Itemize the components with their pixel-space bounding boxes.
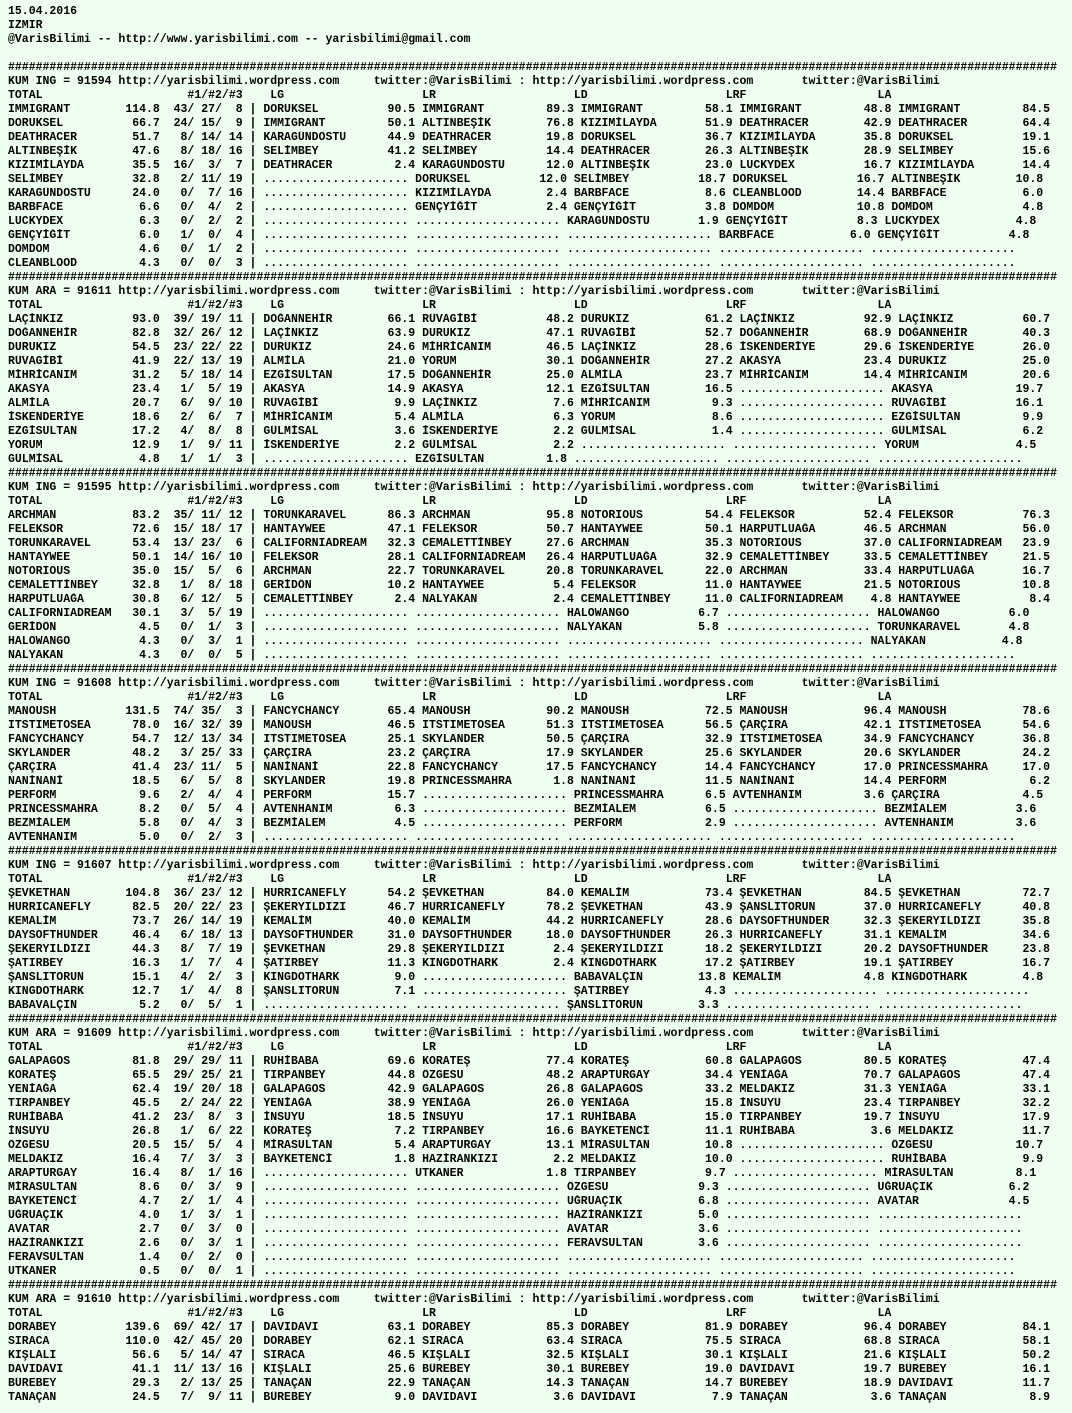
table-row: CEMALETTİNBEY 32.8 1/ 8/ 18 | GERİDÖN 10.2 HANTAYWEE 5.4 FELEKSOR 11.0 HANTAYWEE 21.5 NOTORIOUS 10.8: [8, 579, 1051, 592]
table-row: ŞEKERYILDIZI 44.3 8/ 7/ 19 | ŞEVKETHAN 29.8 ŞEKERYILDIZI 2.4 ŞEKERYILDIZI 18.2 ŞEKERYILDIZI 20.2 DAYSOFTHUNDER 23.8: [8, 943, 1051, 956]
table-row: CLEANBLOOD 4.3 0/ 0/ 3 | ..................... ..................... ..................... ..................... .....................: [8, 257, 1016, 270]
blank-line: [8, 47, 1072, 61]
table-row: DORABEY 139.6 69/ 42/ 17 | DAVIDAVI 63.1 DORABEY 85.3 DORABEY 81.9 DORABEY 96.4 DORABEY 84.1: [8, 1321, 1051, 1334]
column-header: TOTAL #1/#2/#3 LG LR LD LRF LA: [8, 89, 892, 102]
table-row: NALYAKAN 4.3 0/ 0/ 5 | ..................... ..................... ..................... ..................... .....................: [8, 649, 1016, 662]
race-title: KUM ARA = 91609 http://yarisbilimi.wordpress.com twitter:@VarisBilimi : http://yarisbilimi.wordpress.com twitter:@VarisBilimi: [8, 1027, 940, 1040]
table-row: LAÇİNKIZ 93.0 39/ 19/ 11 | DOĞANNEHİR 66.1 RÜVAGİBİ 48.2 DURUKIZ 61.2 LAÇİNKIZ 92.9 LAÇİNKIZ 60.7: [8, 313, 1051, 326]
table-row: ÇARÇIRA 41.4 23/ 11/ 5 | NANİNANİ 22.8 FANCYCHANCY 17.5 FANCYCHANCY 14.4 FANCYCHANCY 17.0 PRINCESSMAHRA 17.0: [8, 761, 1051, 774]
table-row: KIZIMİLAYDA 35.5 16/ 3/ 7 | DEATHRACER 2.4 KARAGÜNDOSTU 12.0 ALTINBEŞİK 23.0 LUCKYDEX 16.7 KIZIMİLAYDA 14.4: [8, 159, 1051, 172]
table-row: FELEKSOR 72.6 15/ 18/ 17 | HANTAYWEE 47.1 FELEKSOR 50.7 HANTAYWEE 50.1 HARPUTLUAĞA 46.5 ARCHMAN 56.0: [8, 523, 1051, 536]
race-title: KUM ING = 91608 http://yarisbilimi.wordpress.com twitter:@VarisBilimi : http://yarisbilimi.wordpress.com twitter:@VarisBilimi: [8, 677, 940, 690]
table-row: ARCHMAN 83.2 35/ 11/ 12 | TORUNKARAVEL 86.3 ARCHMAN 95.8 NOTORIOUS 54.4 FELEKSOR 52.4 FELEKSOR 76.3: [8, 509, 1051, 522]
table-row: UĞRUAÇIK 4.0 1/ 3/ 1 | ..................... ..................... HAZİRANKIZI 5.0 ..................... .....................: [8, 1209, 1023, 1222]
table-row: CALIFORNIADREAM 30.1 3/ 5/ 19 | ..................... ..................... HALOWANGO 6.7 ..................... HALOWANGO 6.0: [8, 607, 1030, 620]
separator-line: ########################################################################################################################################################: [8, 663, 1057, 676]
table-row: RUHİBABA 41.2 23/ 8/ 3 | İNSUYU 18.5 İNSUYU 17.1 RUHİBABA 15.0 TIRPANBEY 19.7 İNSUYU 17.9: [8, 1111, 1051, 1124]
table-row: DOĞANNEHİR 82.8 32/ 26/ 12 | LAÇİNKIZ 63.9 DURUKIZ 47.1 RÜVAGİBİ 52.7 DOĞANNEHİR 68.9 DOĞANNEHİR 40.3: [8, 327, 1051, 340]
table-row: NANİNANİ 18.5 6/ 5/ 8 | SKYLANDER 19.8 PRINCESSMAHRA 1.8 NANİNANİ 11.5 NANİNANİ 14.4 PERFORM 6.2: [8, 775, 1051, 788]
table-row: BEZMİALEM 5.8 0/ 4/ 3 | BEZMİALEM 4.5 ..................... PERFORM 2.9 ..................... AVTENHANIM 3.6: [8, 817, 1037, 830]
table-row: RÜVAGİBİ 41.9 22/ 13/ 19 | ALMİLA 21.0 YORUM 30.1 DOĞANNEHİR 27.2 AKASYA 23.4 DURUKIZ 25.0: [8, 355, 1051, 368]
table-row: ŞANSLITORUN 15.1 4/ 2/ 3 | KINGDOTHARK 9.0 ..................... BABAVALÇIN 13.8 KEMALİM 4.8 KINGDOTHARK 4.8: [8, 971, 1044, 984]
table-row: DURUKIZ 54.5 23/ 22/ 22 | DURUKIZ 24.6 MİHRİCANIM 46.5 LAÇİNKIZ 28.6 İSKENDERİYE 29.6 İSKENDERİYE 26.0: [8, 341, 1051, 354]
table-row: YORUM 12.9 1/ 9/ 11 | İSKENDERİYE 2.2 GÜLMİSAL 2.2 ..................... ..................... YORUM 4.5: [8, 439, 1037, 452]
table-row: İSKENDERİYE 18.6 2/ 6/ 7 | MİHRİCANIM 5.4 ALMİLA 6.3 YORUM 8.6 ..................... EZGİSULTAN 9.9: [8, 411, 1044, 424]
table-row: ALTINBEŞİK 47.6 8/ 18/ 16 | SELİMBEY 41.2 SELİMBEY 14.4 DEATHRACER 26.3 ALTINBEŞİK 28.9 SELİMBEY 15.6: [8, 145, 1051, 158]
table-row: SIRACA 110.0 42/ 45/ 20 | DORABEY 62.1 SIRACA 63.4 SIRACA 75.5 SIRACA 68.8 SIRACA 58.1: [8, 1335, 1051, 1348]
table-row: TORUNKARAVEL 53.4 13/ 23/ 6 | CALIFORNIADREAM 32.3 CEMALETTİNBEY 27.6 ARCHMAN 35.3 NOTORIOUS 37.0 CALIFORNIADREAM 23.9: [8, 537, 1051, 550]
report-contact: @VarisBilimi -- http://www.yarisbilimi.com -- yarisbilimi@gmail.com: [8, 33, 471, 46]
table-row: KORATEŞ 65.5 29/ 25/ 21 | TIRPANBEY 44.8 ÖZGESU 48.2 ARAPTURGAY 34.4 YENİAĞA 70.7 GALAPAGOS 47.4: [8, 1069, 1051, 1082]
table-row: HALOWANGO 4.3 0/ 3/ 1 | ..................... ..................... ..................... ..................... NALYAKAN 4.8: [8, 635, 1023, 648]
table-row: BAYKETENCİ 4.7 2/ 1/ 4 | ..................... ..................... UĞRUAÇIK 6.8 ..................... AVATAR 4.5: [8, 1195, 1030, 1208]
table-row: MİHRİCANIM 31.2 5/ 18/ 14 | EZGİSULTAN 17.5 DOĞANNEHİR 25.0 ALMİLA 23.7 MİHRİCANIM 14.4 MİHRİCANIM 20.6: [8, 369, 1051, 382]
table-row: YENİAĞA 62.4 19/ 20/ 18 | GALAPAGOS 42.9 GALAPAGOS 26.8 GALAPAGOS 33.2 MELDAKIZ 31.3 YENİAĞA 33.1: [8, 1083, 1051, 1096]
report-city: IZMIR: [8, 19, 43, 32]
column-header: TOTAL #1/#2/#3 LG LR LD LRF LA: [8, 299, 892, 312]
table-row: GALAPAGOS 81.8 29/ 29/ 11 | RUHİBABA 69.6 KORATEŞ 77.4 KORATEŞ 60.8 GALAPAGOS 80.5 KORATEŞ 47.4: [8, 1055, 1051, 1068]
table-row: AKASYA 23.4 1/ 5/ 19 | AKASYA 14.9 AKASYA 12.1 EZGİSULTAN 16.5 ..................... AKASYA 19.7: [8, 383, 1044, 396]
race-title: KUM ARA = 91610 http://yarisbilimi.wordpress.com twitter:@VarisBilimi : http://yarisbilimi.wordpress.com twitter:@VarisBilimi: [8, 1293, 940, 1306]
separator-line: ########################################################################################################################################################: [8, 845, 1057, 858]
table-row: PRINCESSMAHRA 8.2 0/ 5/ 4 | AVTENHANIM 6.3 ..................... BEZMİALEM 6.5 ..................... BEZMİALEM 3.6: [8, 803, 1037, 816]
table-row: HAZİRANKIZI 2.6 0/ 3/ 1 | ..................... ..................... FERAVSULTAN 3.6 ..................... .....................: [8, 1237, 1023, 1250]
table-row: ÖZGESU 20.5 15/ 5/ 4 | MİRASULTAN 5.4 ARAPTURGAY 13.1 MİRASULTAN 10.8 ..................... ÖZGESU 10.7: [8, 1139, 1044, 1152]
separator-line: ########################################################################################################################################################: [8, 61, 1057, 74]
table-row: ARAPTURGAY 16.4 8/ 1/ 16 | ..................... UTKANER 1.8 TIRPANBEY 9.7 ..................... MİRASULTAN 8.1: [8, 1167, 1037, 1180]
race-title: KUM ING = 91607 http://yarisbilimi.wordpress.com twitter:@VarisBilimi : http://yarisbilimi.wordpress.com twitter:@VarisBilimi: [8, 859, 940, 872]
table-row: LUCKYDEX 6.3 0/ 2/ 2 | ..................... ..................... KARAGÜNDOSTU 1.9 GENÇYİĞİT 8.3 LUCKYDEX 4.8: [8, 215, 1037, 228]
table-row: GERİDÖN 4.5 0/ 1/ 3 | ..................... ..................... NALYAKAN 5.8 ..................... TORUNKARAVEL 4.8: [8, 621, 1030, 634]
table-row: SKYLANDER 48.2 3/ 25/ 33 | ÇARÇIRA 23.2 ÇARÇIRA 17.9 SKYLANDER 25.6 SKYLANDER 20.6 SKYLANDER 24.2: [8, 747, 1051, 760]
race-title: KUM ING = 91595 http://yarisbilimi.wordpress.com twitter:@VarisBilimi : http://yarisbilimi.wordpress.com twitter:@VarisBilimi: [8, 481, 940, 494]
table-row: FANCYCHANCY 54.7 12/ 13/ 34 | ITSTIMETOSEA 25.1 SKYLANDER 50.5 ÇARÇIRA 32.9 ITSTIMETOSEA 34.9 FANCYCHANCY 36.8: [8, 733, 1051, 746]
table-row: DEATHRACER 51.7 8/ 14/ 14 | KARAGÜNDOSTU 44.9 DEATHRACER 19.8 DORUKSEL 36.7 KIZIMİLAYDA 35.8 DORUKSEL 19.1: [8, 131, 1051, 144]
table-row: HANTAYWEE 50.1 14/ 16/ 10 | FELEKSOR 28.1 CALIFORNIADREAM 26.4 HARPUTLUAĞA 32.9 CEMALETTİNBEY 33.5 CEMALETTİNBEY 21.5: [8, 551, 1051, 564]
table-row: AVATAR 2.7 0/ 3/ 0 | ..................... ..................... AVATAR 3.6 ..................... .....................: [8, 1223, 1023, 1236]
table-row: EZGİSULTAN 17.2 4/ 8/ 8 | GÜLMİSAL 3.6 İSKENDERİYE 2.2 GÜLMİSAL 1.4 ..................... GÜLMİSAL 6.2: [8, 425, 1044, 438]
table-row: MELDAKIZ 16.4 7/ 3/ 3 | BAYKETENCİ 1.8 HAZİRANKIZI 2.2 MELDAKIZ 10.0 ..................... RUHİBABA 9.9: [8, 1153, 1044, 1166]
table-row: ITSTIMETOSEA 78.0 16/ 32/ 39 | MANOUSH 46.5 ITSTIMETOSEA 51.3 ITSTIMETOSEA 56.5 ÇARÇIRA 42.1 ITSTIMETOSEA 54.6: [8, 719, 1051, 732]
column-header: TOTAL #1/#2/#3 LG LR LD LRF LA: [8, 495, 892, 508]
table-row: KIŞLALI 56.6 5/ 14/ 47 | SIRACA 46.5 KIŞLALI 32.5 KIŞLALI 30.1 KIŞLALI 21.6 KIŞLALI 50.2: [8, 1349, 1051, 1362]
table-row: MİRASULTAN 8.6 0/ 3/ 9 | ..................... ..................... ÖZGESU 9.3 ..................... UĞRUAÇIK 6.2: [8, 1181, 1030, 1194]
table-row: BARBFACE 6.6 0/ 4/ 2 | ..................... GENÇYİĞİT 2.4 GENÇYİĞİT 3.8 DOMDOM 10.8 DOMDOM 4.8: [8, 201, 1044, 214]
column-header: TOTAL #1/#2/#3 LG LR LD LRF LA: [8, 1307, 892, 1320]
table-row: DOMDOM 4.6 0/ 1/ 2 | ..................... ..................... ..................... ..................... .....................: [8, 243, 1016, 256]
table-row: BÜREBEY 29.3 2/ 13/ 25 | TANAÇAN 22.9 TANAÇAN 14.3 TANAÇAN 14.7 BÜREBEY 18.9 DAVIDAVI 11.7: [8, 1377, 1051, 1390]
table-row: TIRPANBEY 45.5 2/ 24/ 22 | YENİAĞA 38.9 YENİAĞA 26.0 YENİAĞA 15.8 İNSUYU 23.4 TIRPANBEY 32.2: [8, 1097, 1051, 1110]
table-row: ŞATIRBEY 16.3 1/ 7/ 4 | ŞATIRBEY 11.3 KINGDOTHARK 2.4 KINGDOTHARK 17.2 ŞATIRBEY 19.1 ŞATIRBEY 16.7: [8, 957, 1051, 970]
separator-line: ########################################################################################################################################################: [8, 1013, 1057, 1026]
table-row: KINGDOTHARK 12.7 1/ 4/ 8 | ŞANSLITORUN 7.1 ..................... ŞATIRBEY 4.3 ..................... .....................: [8, 985, 1030, 998]
table-row: DORUKSEL 66.7 24/ 15/ 9 | IMMIGRANT 50.1 ALTINBEŞİK 76.8 KIZIMİLAYDA 51.9 DEATHRACER 42.9 DEATHRACER 64.4: [8, 117, 1051, 130]
table-row: ŞEVKETHAN 104.8 36/ 23/ 12 | HURRICANEFLY 54.2 ŞEVKETHAN 84.0 KEMALİM 73.4 ŞEVKETHAN 84.5 ŞEVKETHAN 72.7: [8, 887, 1051, 900]
table-row: IMMIGRANT 114.8 43/ 27/ 8 | DORUKSEL 90.5 IMMIGRANT 89.3 IMMIGRANT 58.1 IMMIGRANT 48.8 IMMIGRANT 84.5: [8, 103, 1051, 116]
table-row: KEMALİM 73.7 26/ 14/ 19 | KEMALİM 40.0 KEMALİM 44.2 HURRICANEFLY 28.6 DAYSOFTHUNDER 32.3 ŞEKERYILDIZI 35.8: [8, 915, 1051, 928]
table-row: HARPUTLUAĞA 30.8 6/ 12/ 5 | CEMALETTİNBEY 2.4 NALYAKAN 2.4 CEMALETTİNBEY 11.0 CALIFORNIADREAM 4.8 HANTAYWEE 8.4: [8, 593, 1051, 606]
table-row: DAYSOFTHUNDER 46.4 6/ 18/ 13 | DAYSOFTHUNDER 31.0 DAYSOFTHUNDER 18.0 DAYSOFTHUNDER 26.3 HURRICANEFLY 31.1 KEMALİM 34.6: [8, 929, 1051, 942]
table-row: İNSUYU 26.8 1/ 6/ 22 | KORATEŞ 7.2 TIRPANBEY 16.6 BAYKETENCİ 11.1 RUHİBABA 3.6 MELDAKIZ 11.7: [8, 1125, 1051, 1138]
table-row: HURRICANEFLY 82.5 20/ 22/ 23 | ŞEKERYILDIZI 46.7 HURRICANEFLY 78.2 ŞEVKETHAN 43.9 ŞANSLITORUN 37.0 HURRICANEFLY 40.8: [8, 901, 1051, 914]
report-date: 15.04.2016: [8, 5, 78, 18]
table-row: AVTENHANIM 5.0 0/ 2/ 3 | ..................... ..................... ..................... ..................... .....................: [8, 831, 1016, 844]
table-row: SELİMBEY 32.8 2/ 11/ 19 | ..................... DORUKSEL 12.0 SELİMBEY 18.7 DORUKSEL 16.7 ALTINBEŞİK 10.8: [8, 173, 1044, 186]
table-row: NOTORIOUS 35.0 15/ 5/ 6 | ARCHMAN 22.7 TORUNKARAVEL 20.8 TORUNKARAVEL 22.0 ARCHMAN 33.4 HARPUTLUAĞA 16.7: [8, 565, 1051, 578]
table-row: ALMİLA 20.7 6/ 9/ 10 | RÜVAGİBİ 9.9 LAÇİNKIZ 7.6 MİHRİCANIM 9.3 ..................... RÜVAGİBİ 16.1: [8, 397, 1044, 410]
table-row: KARAGÜNDOSTU 24.0 0/ 7/ 16 | ..................... KIZIMİLAYDA 2.4 BARBFACE 8.6 CLEANBLOOD 14.4 BARBFACE 6.0: [8, 187, 1044, 200]
race-title: KUM ING = 91594 http://yarisbilimi.wordpress.com twitter:@VarisBilimi : http://yarisbilimi.wordpress.com twitter:@VarisBilimi: [8, 75, 940, 88]
table-row: BABAVALÇIN 5.2 0/ 5/ 1 | ..................... ..................... ŞANSLITORUN 3.3 ..................... .....................: [8, 999, 1023, 1012]
table-row: FERAVSULTAN 1.4 0/ 2/ 0 | ..................... ..................... ..................... ..................... .....................: [8, 1251, 1016, 1264]
column-header: TOTAL #1/#2/#3 LG LR LD LRF LA: [8, 1041, 892, 1054]
separator-line: ########################################################################################################################################################: [8, 467, 1057, 480]
column-header: TOTAL #1/#2/#3 LG LR LD LRF LA: [8, 873, 892, 886]
table-row: TANAÇAN 24.5 7/ 9/ 11 | BÜREBEY 9.0 DAVIDAVI 3.6 DAVIDAVI 7.9 TANAÇAN 3.6 TANAÇAN 8.9: [8, 1391, 1051, 1404]
table-row: GÜLMİSAL 4.8 1/ 1/ 3 | ..................... EZGİSULTAN 1.8 ..................... ..................... .....................: [8, 453, 1023, 466]
table-row: PERFORM 9.6 2/ 4/ 4 | PERFORM 15.7 ..................... PRINCESSMAHRA 6.5 AVTENHANIM 3.6 ÇARÇIRA 4.5: [8, 789, 1044, 802]
table-row: DAVIDAVI 41.1 11/ 13/ 16 | KIŞLALI 25.6 BÜREBEY 30.1 BÜREBEY 19.0 DAVIDAVI 19.7 BÜREBEY 16.1: [8, 1363, 1051, 1376]
table-row: MANOUSH 131.5 74/ 35/ 3 | FANCYCHANCY 65.4 MANOUSH 90.2 MANOUSH 72.5 MANOUSH 96.4 MANOUSH 78.6: [8, 705, 1051, 718]
race-title: KUM ARA = 91611 http://yarisbilimi.wordpress.com twitter:@VarisBilimi : http://yarisbilimi.wordpress.com twitter:@VarisBilimi: [8, 285, 940, 298]
separator-line: ########################################################################################################################################################: [8, 1279, 1057, 1292]
separator-line: ########################################################################################################################################################: [8, 271, 1057, 284]
column-header: TOTAL #1/#2/#3 LG LR LD LRF LA: [8, 691, 892, 704]
table-row: UTKANER 0.5 0/ 0/ 1 | ..................... ..................... ..................... ..................... .....................: [8, 1265, 1016, 1278]
table-row: GENÇYİĞİT 6.0 1/ 0/ 4 | ..................... ..................... ..................... BARBFACE 6.0 GENÇYİĞİT 4.8: [8, 229, 1030, 242]
